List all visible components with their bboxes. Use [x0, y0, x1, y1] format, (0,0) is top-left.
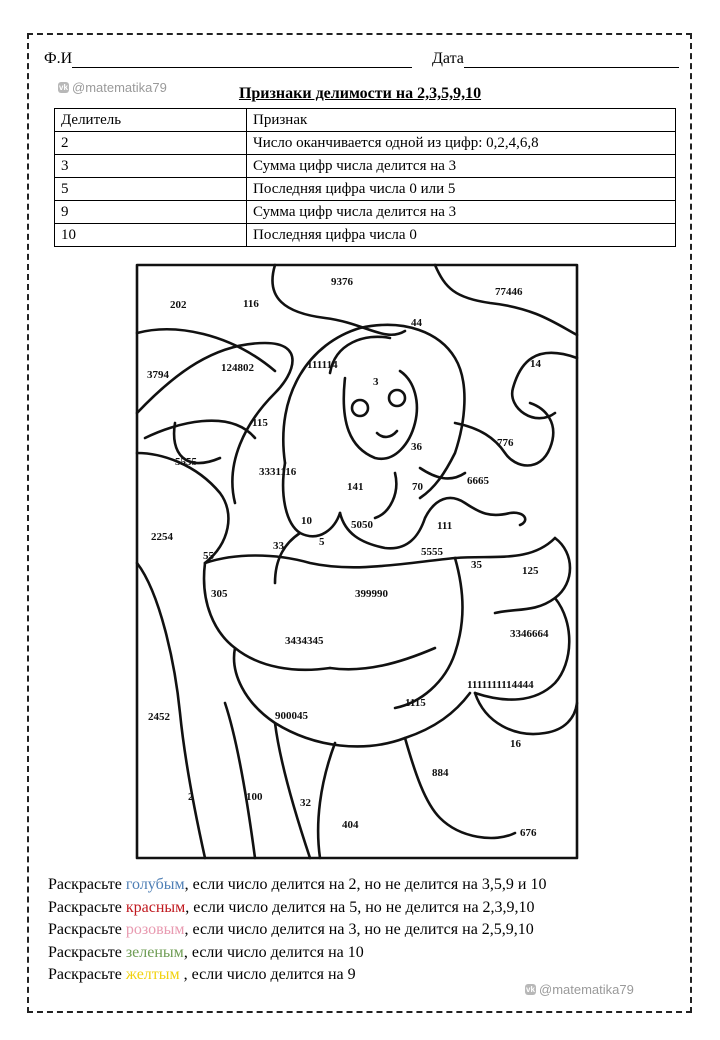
outline-stroke	[225, 703, 255, 858]
outline-stroke	[137, 329, 275, 371]
region-number: 305	[211, 588, 228, 600]
table-row	[55, 132, 676, 155]
region-number: 35	[471, 559, 482, 571]
region-number: 2254	[151, 531, 173, 543]
region-number: 399990	[355, 588, 388, 600]
date-label: Дата	[432, 50, 464, 67]
instruction-line: Раскрасьте красным, если число делится на 5, но не делится на 2,3,9,10	[48, 898, 535, 916]
region-number: 3346664	[510, 628, 549, 640]
region-number: 124802	[221, 362, 254, 374]
name-field	[44, 50, 412, 68]
outline-stroke	[395, 558, 463, 708]
region-number: 5555	[421, 546, 443, 558]
page-title: Признаки делимости на 2,3,5,9,10	[238, 85, 482, 102]
name-line	[72, 51, 412, 68]
table-row	[55, 178, 676, 201]
divisibility-table	[54, 108, 676, 247]
region-number: 33	[273, 540, 284, 552]
color-word-red: красным	[125, 898, 186, 916]
outline-stroke	[512, 353, 577, 418]
instruction-line: Раскрасьте голубым, если число делится на 2, но не делится на 3,5,9 и 10	[48, 876, 547, 893]
region-number: 2	[188, 791, 194, 803]
date-line	[464, 51, 679, 68]
region-number: 111114	[307, 359, 338, 371]
table-cell-rule: Сумма цифр числа делится на 3	[247, 201, 676, 224]
region-number: 100	[246, 791, 263, 803]
table-row	[55, 201, 676, 224]
region-number: 111	[437, 520, 453, 532]
region-number: 5	[319, 536, 325, 548]
outline-stroke	[405, 738, 515, 838]
region-number: 44	[411, 317, 422, 329]
table-cell-rule: Сумма цифр числа делится на 3	[247, 155, 676, 178]
region-number: 776	[497, 437, 514, 449]
table-cell-rule: Последняя цифра числа 0	[247, 224, 676, 247]
table-cell-divisor: 5	[55, 178, 247, 201]
table-header-divisor: Делитель	[55, 109, 247, 132]
outline-stroke	[234, 648, 470, 746]
region-number: 1111111114444	[467, 679, 534, 691]
region-number: 10	[301, 515, 312, 527]
region-number: 2452	[148, 711, 170, 723]
region-number: 70	[412, 481, 423, 493]
region-number: 884	[432, 767, 449, 779]
watermark-top: vk @matematika79	[59, 80, 167, 95]
name-label: Ф.И	[44, 50, 73, 67]
table-cell-rule: Число оканчивается одной из цифр: 0,2,4,6,8	[247, 132, 676, 155]
table-cell-rule: Последняя цифра числа 0 или 5	[247, 178, 676, 201]
table-cell-divisor: 10	[55, 224, 247, 247]
outline-stroke	[318, 743, 335, 858]
instruction-line: Раскрасьте зеленым, если число делится на 10	[48, 943, 364, 961]
vk-icon: vk	[526, 985, 535, 994]
instruction-line: Раскрасьте розовым, если число делится на 3, но не делится на 2,5,9,10	[48, 921, 534, 938]
outline-stroke	[204, 563, 330, 670]
outline-stroke	[283, 325, 464, 498]
outline-stroke	[330, 648, 435, 669]
outline-stroke	[375, 473, 396, 518]
region-number: 3331116	[259, 466, 297, 478]
table-cell-divisor: 2	[55, 132, 247, 155]
region-number: 6665	[467, 475, 489, 487]
coloring-instructions	[48, 874, 546, 987]
instruction-line: Раскрасьте желтым , если число делится на 9	[48, 966, 356, 983]
region-number: 125	[522, 565, 539, 577]
region-number: 5050	[351, 519, 373, 531]
color-word-blue: голубым	[125, 876, 185, 893]
date-field	[432, 50, 679, 68]
region-number: 1115	[405, 697, 426, 709]
region-number: 3794	[147, 369, 169, 381]
region-number: 36	[411, 441, 422, 453]
region-number: 14	[530, 358, 541, 370]
coloring-picture	[135, 263, 580, 868]
region-number: 900045	[275, 710, 308, 722]
outline-stroke	[455, 403, 553, 466]
outline-stroke	[205, 538, 555, 567]
outline-stroke	[275, 723, 310, 858]
table-header-rule: Признак	[247, 109, 676, 132]
table-header-row	[55, 109, 676, 132]
outline-stroke	[145, 421, 255, 438]
region-number: 404	[342, 819, 359, 831]
mouth	[377, 431, 397, 437]
region-number: 676	[520, 827, 537, 839]
table-row	[55, 155, 676, 178]
region-number: 202	[170, 299, 187, 311]
vk-icon: vk	[59, 83, 68, 92]
table-cell-divisor: 3	[55, 155, 247, 178]
watermark-bottom: vk @matematika79	[526, 982, 634, 997]
region-number: 3434345	[285, 635, 324, 647]
table-row	[55, 224, 676, 247]
region-number: 16	[510, 738, 521, 750]
table-cell-divisor: 9	[55, 201, 247, 224]
color-word-yellow: желтым	[125, 966, 180, 983]
region-number: 77446	[495, 286, 523, 298]
outline-stroke	[137, 453, 228, 563]
region-number: 116	[243, 298, 259, 310]
eye-left	[352, 400, 368, 416]
eye-right	[389, 390, 405, 406]
region-number: 32	[300, 797, 311, 809]
color-word-pink: розовым	[125, 921, 185, 938]
region-number: 3	[373, 376, 379, 388]
region-number: 9376	[331, 276, 353, 288]
outline-stroke	[435, 265, 577, 335]
outline-stroke	[330, 337, 390, 373]
color-word-green: зеленым	[125, 943, 184, 961]
region-number: 5555	[175, 456, 197, 468]
region-number: 141	[347, 481, 364, 493]
region-number: 55	[203, 550, 214, 562]
region-number: 115	[252, 417, 268, 429]
